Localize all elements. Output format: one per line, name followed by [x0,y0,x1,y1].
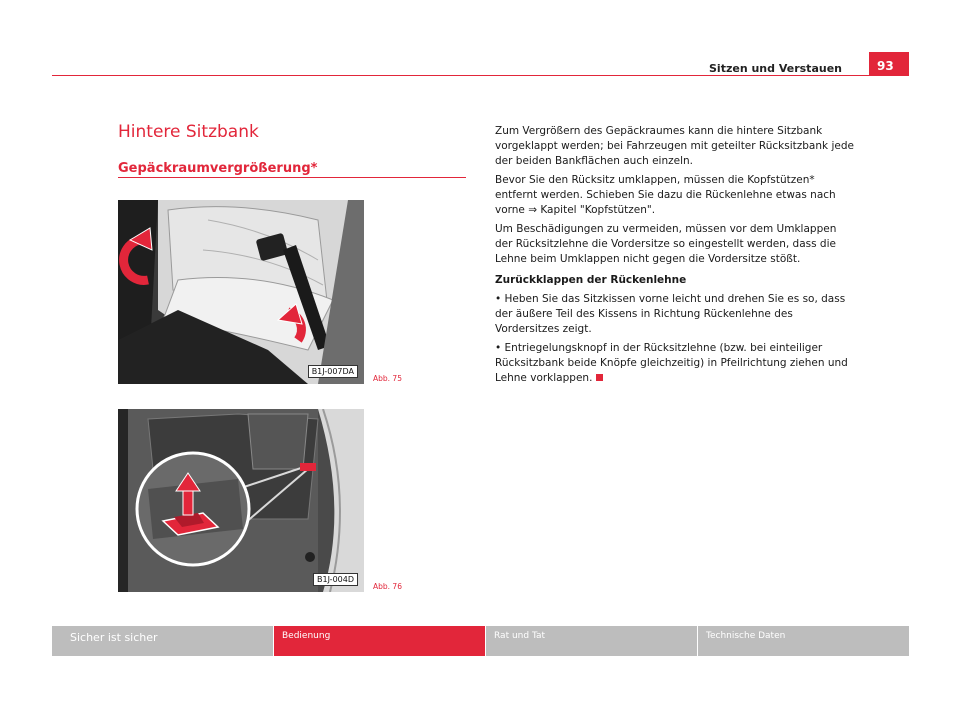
tab-technische-daten[interactable]: Technische Daten [698,626,909,656]
figure-rear-seat-cushion [118,200,364,384]
subheading-rule [118,177,466,178]
bullet-text: • Entriegelungsknopf in der Rücksitzlehne (bzw. bei einteiliger Rücksitzbank beide Knöpfe gleichzeitig) in Pfeilrichtung ziehen und Lehne vorklappen. [495,342,848,384]
page-number: 93 [869,52,909,76]
section-subheading: Gepäckraumvergrößerung* [118,161,318,176]
paragraph: Um Beschädigungen zu vermeiden, müssen vor dem Umklappen der Rücksitzlehne die Vordersitze so eingestellt werden, dass die Lehne beim Umklappen nicht gegen die Vordersitze stößt. [495,223,837,265]
bullet-item: • Heben Sie das Sitzkissen vorne leicht und drehen Sie es so, dass der äußere Teil des Kissens in Richtung Rückenlehne des Vordersitzes zeigt. [495,293,846,335]
release-button-illustration [118,409,364,592]
paragraph: Bevor Sie den Rücksitz umklappen, müssen die Kopfstützen* entfernt werden. Schieben Sie dazu die Rückenlehne etwas nach vorne ⇒ Kapitel "Kopfstützen". [495,174,836,216]
page-title: Hintere Sitzbank [118,122,259,142]
tab-rat-und-tat[interactable]: Rat und Tat [486,626,697,656]
end-mark-icon [596,374,603,381]
bullet-item-last [495,341,855,386]
figure-caption: Abb. 75 [373,374,402,383]
seat-cushion-illustration [118,200,364,384]
tab-sicher-ist-sicher[interactable]: Sicher ist sicher [52,626,273,656]
paragraph: Zum Vergrößern des Gepäckraumes kann die hintere Sitzbank vorgeklappt werden; bei Fahrzeugen mit geteilter Rücksitzbank jede der beiden Bankflächen auch einzeln. [495,125,854,167]
footer-tabs [52,626,909,656]
figure-release-button [118,409,364,592]
figure-caption: Abb. 76 [373,582,402,591]
header-rule [52,75,869,76]
tab-bedienung[interactable]: Bedienung [274,626,485,656]
body-text [495,124,855,390]
procedure-heading: Zurückklappen der Rückenlehne [495,274,687,286]
pull-arrow-icon [183,489,193,515]
figure-code: B1J-007DA [308,365,358,378]
section-title: Sitzen und Verstauen [709,62,842,75]
figure-code: B1J-004D [313,573,358,586]
